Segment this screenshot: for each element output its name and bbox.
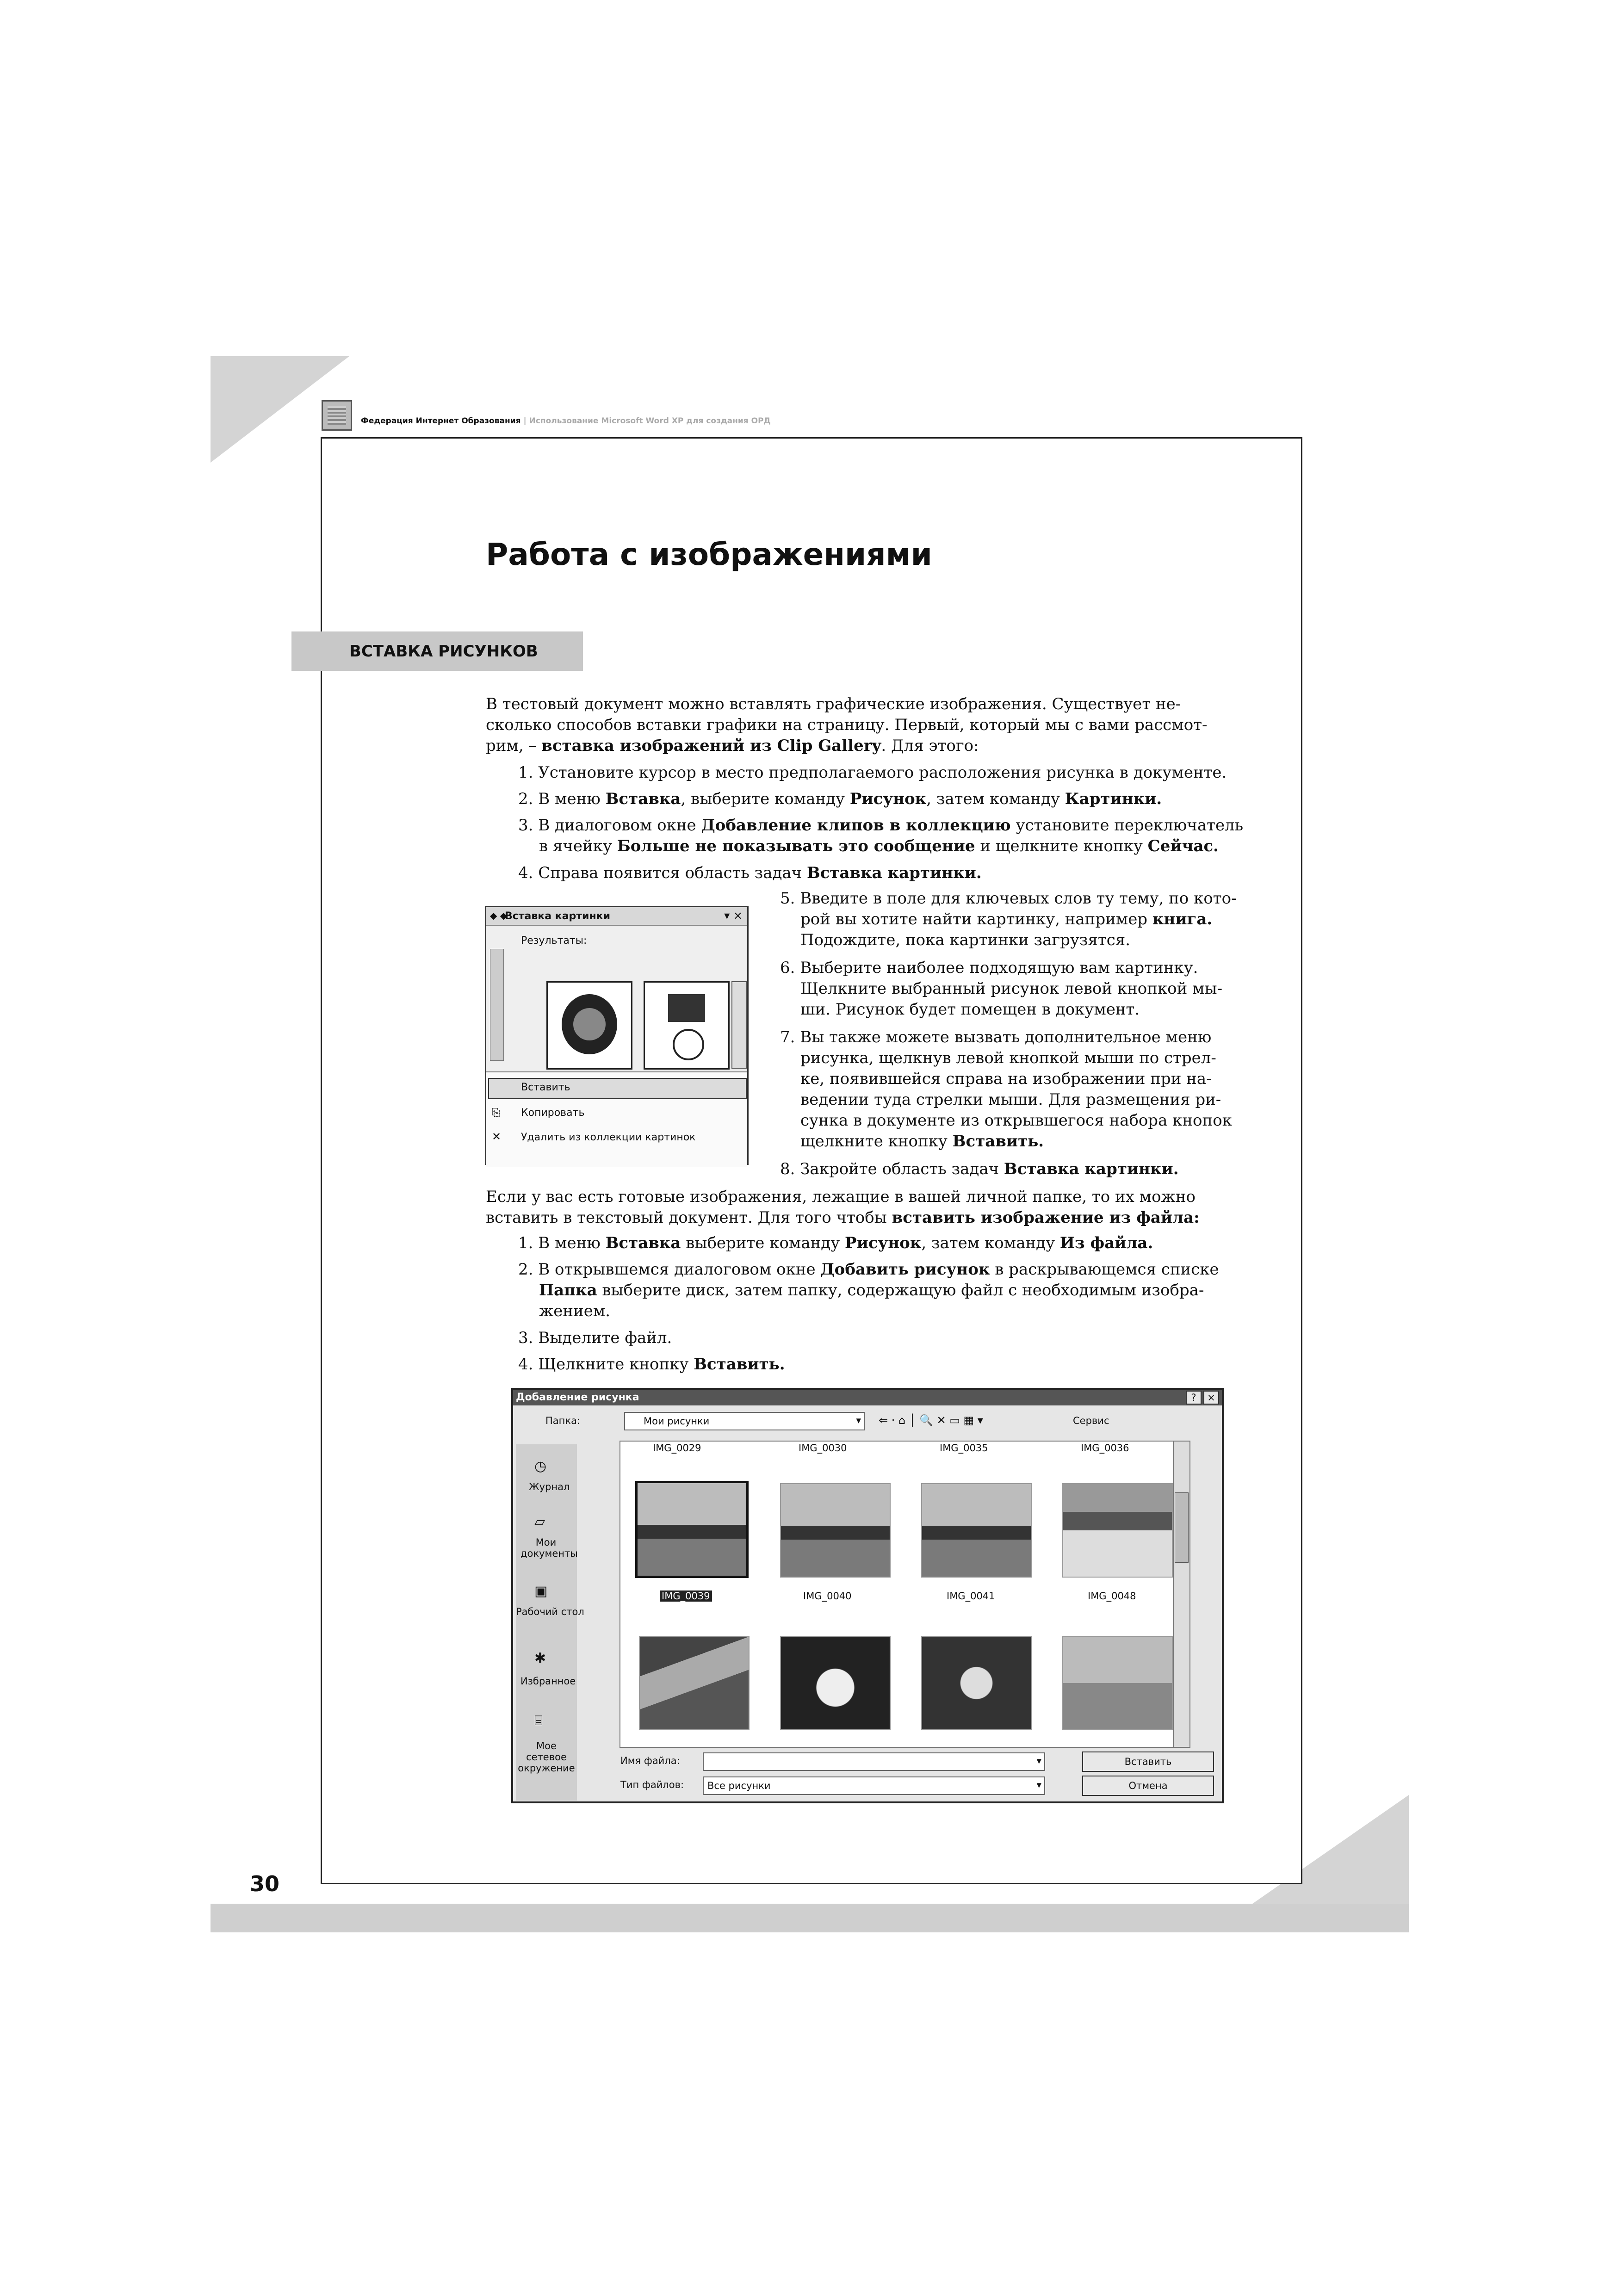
pane-close-icon[interactable]: ▾ ×	[724, 909, 743, 922]
thumbnail-img-0040[interactable]	[780, 1483, 891, 1578]
filetype-select[interactable]	[703, 1776, 1045, 1795]
step2-4: 4. Щелкните кнопку Вставить.	[518, 1355, 785, 1374]
chevron-down-icon[interactable]	[731, 981, 747, 1069]
page-title: Работа с изображениями	[486, 537, 932, 572]
place-favorites[interactable]: Избранное	[520, 1676, 576, 1687]
scrollbar-thumb[interactable]	[1175, 1492, 1189, 1563]
step1-8: 8. Закройте область задач Вставка картинки.	[780, 1160, 1179, 1178]
pane-nav-icon[interactable]: ◆ ◆	[490, 910, 508, 921]
filename-input[interactable]	[703, 1752, 1045, 1771]
filetype-label: Тип файлов:	[620, 1779, 684, 1790]
intro-line-1: В тестовый документ можно вставлять графические изображения. Существует не-	[486, 695, 1181, 713]
step1-6c: ши. Рисунок будет помещен в документ.	[800, 1000, 1140, 1019]
results-label: Результаты:	[521, 935, 587, 947]
pane-scrollbar[interactable]	[490, 949, 504, 1061]
filename-label: Имя файла:	[620, 1755, 680, 1766]
decorative-band	[211, 1904, 1409, 1932]
cancel-button[interactable]: Отмена	[1082, 1776, 1214, 1796]
folder-label: Папка:	[545, 1415, 581, 1426]
para2-line-2: вставить в текстовый документ. Для того чтобы вставить изображение из файла:	[486, 1208, 1200, 1227]
file-label[interactable]: IMG_0048	[1088, 1590, 1136, 1602]
file-label[interactable]: IMG_0040	[803, 1590, 852, 1602]
step1-7d: ведении туда стрелки мыши. Для размещения ри-	[800, 1090, 1221, 1109]
clipart-thumb-1[interactable]	[546, 981, 632, 1070]
chevron-down-icon: ▾	[1036, 1755, 1041, 1766]
delete-icon: ✕	[492, 1130, 502, 1143]
thumbnail-img-0039[interactable]	[635, 1481, 749, 1578]
dialog-title: Добавление рисунка	[513, 1390, 1222, 1405]
step1-1: 1. Установите курсор в место предполагаемого расположения рисунка в документе.	[518, 763, 1227, 782]
step2-2-cont: Папка выберите диск, затем папку, содержащую файл с необходимым изобра-	[539, 1281, 1204, 1300]
thumbnail-row2-4[interactable]	[1062, 1636, 1173, 1730]
clipart-thumb-2[interactable]	[644, 981, 730, 1070]
menu-item-delete[interactable]: Удалить из коллекции картинок	[521, 1132, 696, 1143]
header-org: Федерация Интернет Образования	[361, 416, 521, 426]
file-label[interactable]: IMG_0029	[653, 1442, 701, 1454]
intro-line-2: сколько способов вставки графики на страницу. Первый, который мы с вами рассмот-	[486, 716, 1208, 734]
running-header	[361, 416, 771, 426]
thumbnail-row2-1[interactable]	[639, 1636, 750, 1730]
close-button[interactable]: ×	[1203, 1391, 1219, 1405]
place-history[interactable]: Журнал	[529, 1481, 570, 1492]
clipart-pane-screenshot	[485, 906, 749, 1165]
step2-3: 3. Выделите файл.	[518, 1329, 672, 1347]
copy-icon: ⎘	[492, 1107, 500, 1119]
place-network[interactable]: Мое сетевое окружение	[518, 1740, 575, 1774]
toolbar-icons[interactable]: ⇐ · ⌂ │ 🔍 ✕ ▭ ▦ ▾	[879, 1414, 983, 1427]
intro-line-3: рим, – вставка изображений из Clip Gallery. Для этого:	[486, 736, 979, 755]
filetype-value: Все рисунки	[707, 1780, 771, 1791]
thumbnail-row2-2[interactable]	[780, 1636, 891, 1730]
header-course: Использование Microsoft Word XP для создания ОРД	[529, 416, 771, 426]
step1-7c: ке, появившейся справа на изображении при на-	[800, 1070, 1212, 1088]
step2-1: 1. В меню Вставка выберите команду Рисунок, затем команду Из файла.	[518, 1234, 1153, 1252]
file-label[interactable]: IMG_0036	[1081, 1442, 1129, 1454]
thumbnail-img-0048[interactable]	[1062, 1483, 1173, 1578]
step1-6a: 6. Выберите наиболее подходящую вам картинку.	[780, 959, 1198, 977]
chevron-down-icon: ▾	[856, 1415, 861, 1426]
history-icon[interactable]: ◷	[534, 1458, 547, 1474]
favorites-icon[interactable]: ✱	[534, 1650, 546, 1666]
step1-6b: Щелкните выбранный рисунок левой кнопкой мы-	[800, 979, 1223, 998]
step1-7b: рисунка, щелкнув левой кнопкой мыши по стрел-	[800, 1049, 1216, 1067]
step1-3-cont: в ячейку Больше не показывать это сообщение и щелкните кнопку Сейчас.	[539, 837, 1219, 855]
publisher-logo	[322, 400, 352, 431]
step1-3: 3. В диалоговом окне Добавление клипов в коллекцию установите переключатель	[518, 816, 1244, 835]
folder-icon[interactable]: ▱	[534, 1514, 545, 1530]
insert-button[interactable]: Вставить	[1082, 1751, 1214, 1772]
step2-2: 2. В открывшемся диалоговом окне Добавить рисунок в раскрывающемся списке	[518, 1260, 1219, 1279]
folder-value: Мои рисунки	[644, 1416, 710, 1427]
thumbnail-img-0041[interactable]	[921, 1483, 1032, 1578]
desktop-icon[interactable]: ▣	[534, 1583, 548, 1599]
step1-5c: Подождите, пока картинки загрузятся.	[800, 931, 1131, 949]
folder-select[interactable]	[624, 1412, 865, 1430]
thumbnail-row2-3[interactable]	[921, 1636, 1032, 1730]
page-number: 30	[250, 1871, 280, 1896]
section-title: ВСТАВКА РИСУНКОВ	[349, 642, 538, 661]
step1-5a: 5. Введите в поле для ключевых слов ту тему, по кото-	[780, 889, 1237, 908]
menu-item-insert[interactable]: Вставить	[521, 1082, 570, 1093]
place-my-documents[interactable]: Мои документы	[520, 1537, 578, 1559]
help-button[interactable]: ?	[1186, 1391, 1202, 1405]
place-desktop[interactable]: Рабочий стол	[516, 1606, 584, 1617]
para2-line-1: Если у вас есть готовые изображения, лежащие в вашей личной папке, то их можно	[486, 1188, 1196, 1206]
clipart-context-menu	[486, 1071, 747, 1167]
step1-2: 2. В меню Вставка, выберите команду Рисунок, затем команду Картинки.	[518, 790, 1162, 808]
file-label[interactable]: IMG_0035	[940, 1442, 988, 1454]
file-label-selected[interactable]: IMG_0039	[660, 1590, 712, 1602]
header-separator: |	[520, 416, 529, 426]
clipart-pane-title: Вставка картинки	[486, 907, 747, 926]
tools-menu[interactable]: Сервис	[1073, 1415, 1109, 1426]
menu-item-copy[interactable]: Копировать	[521, 1107, 585, 1119]
step1-5b: рой вы хотите найти картинку, например книга.	[800, 910, 1213, 928]
network-icon[interactable]: ⌸	[534, 1713, 543, 1729]
file-label[interactable]: IMG_0041	[947, 1590, 995, 1602]
file-label[interactable]: IMG_0030	[799, 1442, 847, 1454]
step1-7f: щелкните кнопку Вставить.	[800, 1132, 1044, 1151]
places-bar	[516, 1444, 584, 1801]
step1-7a: 7. Вы также можете вызвать дополнительное меню	[780, 1028, 1212, 1046]
file-list-scrollbar[interactable]	[1173, 1442, 1189, 1747]
step2-2-cont2: жением.	[539, 1302, 611, 1320]
chevron-down-icon: ▾	[1036, 1779, 1041, 1790]
file-thumbnails	[619, 1441, 1190, 1748]
step1-7e: сунка в документе из открывшегося набора кнопок	[800, 1111, 1232, 1130]
insert-picture-dialog	[511, 1388, 1224, 1803]
step1-4: 4. Справа появится область задач Вставка картинки.	[518, 864, 982, 882]
